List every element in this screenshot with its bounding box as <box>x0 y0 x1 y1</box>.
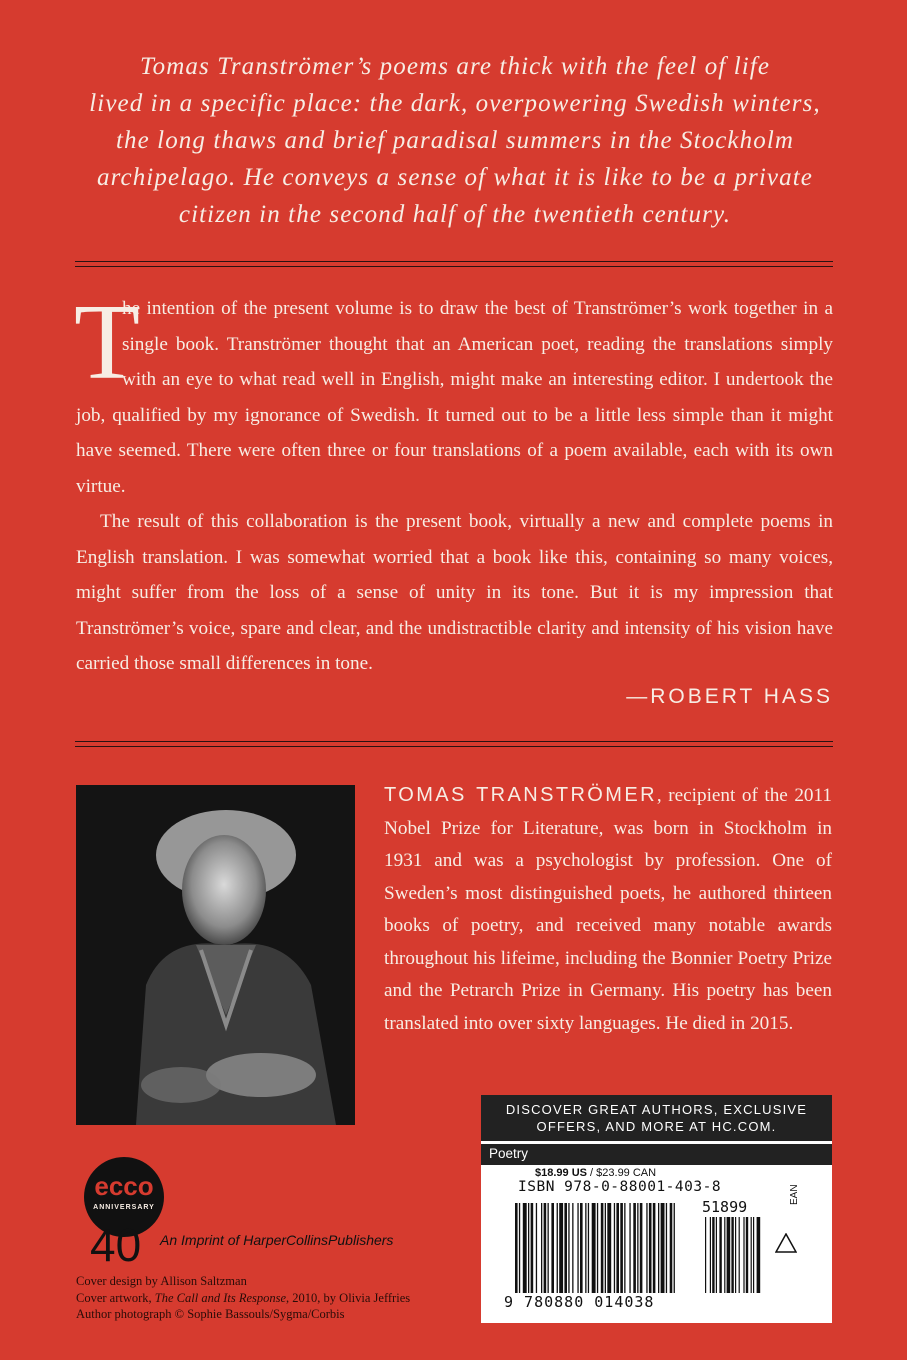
barcode-bar <box>523 1203 527 1293</box>
author-photo <box>76 785 355 1125</box>
introduction <box>74 283 833 682</box>
author-bio-text: , recipient of the 2011 Nobel Prize for Literature, was born in Stockholm in 1931 and was a psychologist by profession. One of Sweden’s most distinguished poets, he authored thirteen books of poetry, and received many notable awards throughout his lifeime, including the Bonnier Poetry Prize and the Petrarch Prize in Germany. His poetry has been translated into over sixty languages. He died in 2015. <box>384 785 832 1034</box>
barcode-addon-bar <box>746 1217 748 1293</box>
cover-credits <box>76 1273 410 1323</box>
ecco-40-logo <box>76 1157 440 1267</box>
pull-quote <box>60 48 850 233</box>
ean-label: EAN <box>789 1184 800 1205</box>
barcode-bar <box>541 1203 542 1293</box>
author-bio <box>384 779 832 1040</box>
barcode-bar <box>670 1203 673 1293</box>
barcode-addon-bar <box>735 1217 736 1293</box>
barcode-bar <box>674 1203 675 1293</box>
barcode-bar <box>559 1203 563 1293</box>
photo-credit: Author photograph © Sophie Bassouls/Sygma/Corbis <box>76 1307 345 1321</box>
barcode-addon-bar <box>757 1217 761 1293</box>
triangle-icon <box>775 1233 797 1253</box>
drop-cap: T <box>74 283 140 402</box>
barcode-bar <box>551 1203 554 1293</box>
barcode-addon-bar <box>727 1217 731 1293</box>
barcode-bar <box>666 1203 667 1293</box>
barcode-addon-bar <box>751 1217 752 1293</box>
divider-rule <box>75 261 833 267</box>
barcode-bar <box>646 1203 647 1293</box>
barcode-addon-bar <box>710 1217 711 1293</box>
barcode-addon-bar <box>719 1217 721 1293</box>
barcode-bar <box>649 1203 652 1293</box>
barcode-bar <box>661 1203 665 1293</box>
price-addon-code: 51899 <box>702 1198 748 1216</box>
barcode-addon-bar <box>753 1217 754 1293</box>
barcode-bar <box>629 1203 630 1293</box>
barcode-bar <box>536 1203 537 1293</box>
barcode-addon-bar <box>731 1217 733 1293</box>
barcode-bar <box>624 1203 625 1293</box>
barcode-bar <box>605 1203 606 1293</box>
barcode-bar <box>592 1203 596 1293</box>
barcode-addon-bar <box>716 1217 717 1293</box>
barcode-bar <box>588 1203 589 1293</box>
ecco-wordmark: ecco <box>94 1171 154 1201</box>
barcode-bar <box>528 1203 529 1293</box>
isbn: ISBN 978-0-88001-403-8 <box>518 1179 722 1195</box>
barcode-bar <box>637 1203 638 1293</box>
barcode-bar <box>614 1203 615 1293</box>
artwork-credit: Cover artwork, The Call and Its Response, 2010, by Olivia Jeffries <box>76 1290 411 1305</box>
barcode-addon-bar <box>712 1217 714 1293</box>
barcode-bar <box>515 1203 518 1293</box>
category-label: Poetry <box>481 1144 832 1165</box>
intro-paragraph-1: he intention of the present volume is to draw the best of Tranströmer’s work together in a single book. Tranströmer thought that an American poet, reading the translations simply with an eye to what read well in English, might make an interesting editor. I undertook the job, qualified by my ignorance of Swedish. It turned out to be a little less simple than it might have seemed. There were often three or four translations of a poem available, each with its own virtue. <box>76 298 833 497</box>
barcode-addon-bar <box>739 1217 740 1293</box>
barcode-bar <box>601 1203 604 1293</box>
design-credit: Cover design by Allison Saltzman <box>76 1274 247 1288</box>
barcode-bar <box>616 1203 619 1293</box>
barcode-addon-bar <box>705 1217 706 1293</box>
imprint-line: An Imprint of HarperCollinsPublishers <box>160 1232 394 1248</box>
barcode-graphic <box>515 1203 761 1293</box>
barcode-bar <box>548 1203 549 1293</box>
barcode-bar <box>658 1203 659 1293</box>
promo-banner: DISCOVER GREAT AUTHORS, EXCLUSIVE OFFERS, AND MORE AT HC.COM. <box>481 1095 832 1141</box>
barcode-panel <box>481 1095 832 1323</box>
price: $18.99 US / $23.99 CAN <box>535 1167 657 1179</box>
quote-line: Tomas Tranströmer’s poems are thick with the feel of life <box>139 53 771 80</box>
byline: —ROBERT HASS <box>626 685 833 708</box>
barcode-bar <box>557 1203 558 1293</box>
barcode-bar <box>633 1203 636 1293</box>
divider-rule <box>75 741 833 747</box>
publisher-logo <box>76 1157 440 1267</box>
barcode-bar <box>607 1203 611 1293</box>
barcode-bar <box>564 1203 567 1293</box>
quote-line: lived in a specific place: the dark, overpowering Swedish winters, <box>89 90 821 117</box>
barcode-bar <box>531 1203 534 1293</box>
barcode-bar <box>572 1203 573 1293</box>
barcode-bar <box>519 1203 520 1293</box>
barcode-bar <box>585 1203 586 1293</box>
barcode-addon-bar <box>743 1217 744 1293</box>
author-portrait-image <box>76 785 355 1125</box>
intro-paragraph-2: The result of this collaboration is the present book, virtually a new and complete poems in English translation. I was somewhat worried that a book like this, containing so many voices, might suffer from the loss of a sense of unity in its tone. But it is my impression that Tranströmer’s voice, spare and clear, and the undistractible clarity and intensity of his vision have carried those small differences in tone. <box>76 511 833 674</box>
barcode-bar <box>597 1203 598 1293</box>
barcode-bar <box>640 1203 643 1293</box>
barcode-bar <box>577 1203 578 1293</box>
barcode-bar <box>653 1203 656 1293</box>
author-name: TOMAS TRANSTRÖMER <box>384 784 657 806</box>
quote-line: archipelago. He conveys a sense of what it is like to be a private <box>97 164 813 191</box>
barcode-bar <box>620 1203 623 1293</box>
barcode-bar <box>568 1203 569 1293</box>
quote-line: citizen in the second half of the twentieth century. <box>178 201 732 228</box>
anniversary-number: 40 <box>90 1219 142 1267</box>
barcode-digits: 9 780880 014038 <box>504 1293 655 1311</box>
anniversary-label: ANNIVERSARY <box>93 1204 155 1211</box>
barcode-addon-bar <box>724 1217 725 1293</box>
barcode-bar <box>580 1203 583 1293</box>
barcode-bar <box>544 1203 547 1293</box>
quote-line: the long thaws and brief paradisal summers in the Stockholm <box>115 127 795 154</box>
